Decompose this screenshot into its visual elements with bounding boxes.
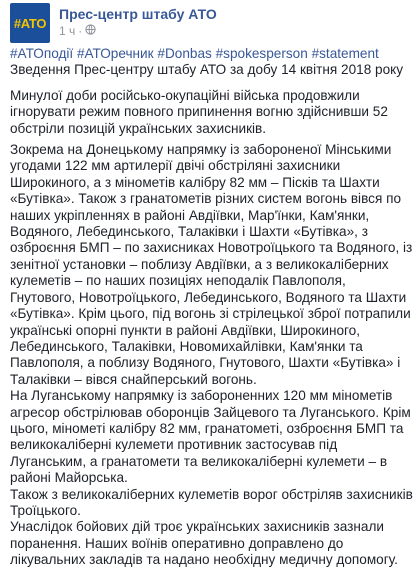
avatar-text: #ATO (13, 15, 47, 31)
post-paragraph: На Луганському напрямку із забороненних 120 мм мінометів агресор обстрілював оборонців Зайцевого та Луганського. Крім цього, мінометі калібру 82 мм, гранатометі, озброєння БМП та великокаліберні кулемети противник застосував під Луганським, а гранатомети та великокаліберні кулемети – в районі Майорська. (10, 388, 411, 486)
hashtag-link[interactable]: #Donbas (157, 46, 212, 61)
page-avatar[interactable] (10, 3, 50, 43)
hashtag-link[interactable]: #spokesperson (215, 46, 308, 61)
post-paragraph: Також з великокаліберних кулеметів ворог обстріляв захисників Троїцького. (10, 486, 413, 518)
hashtag-link[interactable]: #АТОподії (10, 46, 74, 61)
post-header (10, 0, 418, 46)
hashtags-line (10, 46, 414, 62)
globe-icon[interactable] (85, 23, 96, 39)
post-paragraph: Зокрема на Донецькому напрямку із забороненої Мінськими угодами 122 мм артилерії двічі обстріляні захисники Широкиного, а з мінометів калібру 82 мм – Пісків та Шахти «Бутівка». Також з гранатометів різних систем вогонь вівся по наших укріпленнях в районі Авдіївки, Мар'їнки, Кам'янки, Водяного, Лебединського, Талаківки і Шахти «Бутівка», з озброєння БМП – по захисниках Новотроїцького та Водяного, із зенітної установки – поблизу Авдіївки, а з великокаліберних кулеметів – по наших позиціях неподалік Павлополя, Гнутового, Новотроїцького, Лебединського, Водяного та Шахти «Бутівка». Крім цього, під вогонь зі стрілецької зброї потрапили українські опорні пункти в районі Авдіївки, Широкиного, Лебединського, Талаківки, Новомихайлівки, Кам'янки та Павлополя, а поблизу Водяного, Гнутового, Шахти «Бутівка» і Талаківки – вівся снайперський вогонь. (10, 142, 413, 387)
post-intro: Зведення Прес-центру штабу АТО за добу 14 квітня 2018 року (10, 62, 404, 78)
timestamp-row (59, 23, 217, 39)
post-paragraph: Минулої доби російсько-окупаційні війська продовжили ігнорувати режим повного припинення вогню здійснивши 52 обстріли позицій українських захисників. (10, 87, 388, 136)
post-time[interactable]: 1 ч (59, 24, 76, 38)
post-paragraph: Унаслідок бойових дій троє українських захисників зазнали поранення. Наших воїнів оперативно доправлено до лікувальних закладів та надано необхідну медичну допомогу. (10, 519, 398, 568)
separator-dot: · (78, 24, 83, 38)
hashtag-link[interactable]: #statement (311, 46, 379, 61)
post-meta (59, 3, 217, 39)
post-body (10, 46, 414, 569)
hashtag-link[interactable]: #АТОречник (76, 46, 154, 61)
page-name-link[interactable]: Прес-центр штабу АТО (59, 6, 217, 22)
